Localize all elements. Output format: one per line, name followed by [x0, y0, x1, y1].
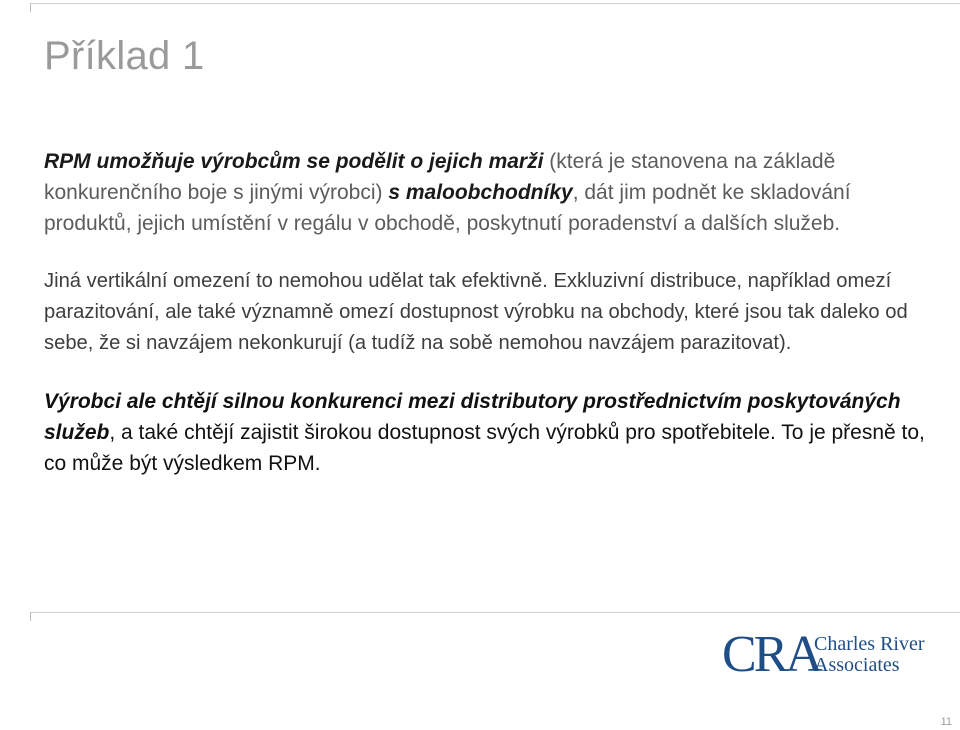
cra-logo [722, 628, 958, 682]
top-divider [30, 3, 960, 4]
paragraph-1-emphasis-2: s maloobchodníky [388, 181, 573, 204]
slide-body [44, 146, 934, 479]
cra-logo-mark: CRA [722, 626, 820, 683]
paragraph-1-text-1: (která je stanovena na základě konkurenčního boje s jinými výrobci) [44, 150, 836, 204]
cra-logo-name [814, 634, 925, 676]
paragraph-1-text-2: , dát jim podnět ke skladování produktů, jejich umístění v regálu v obchodě, poskytnutí poradenství a dalších služeb. [44, 181, 851, 235]
paragraph-3-text-1: , a také chtějí zajistit širokou dostupnost svých výrobků pro spotřebitele. To je přesně to, co může být výsledkem RPM. [44, 421, 925, 475]
paragraph-1-emphasis-1: RPM umožňuje výrobcům se podělit o jejich marži [44, 150, 544, 173]
top-divider-tick [30, 3, 31, 12]
paragraph-manufacturers [44, 386, 934, 479]
paragraph-rpm-margin [44, 146, 934, 239]
bottom-divider-tick [30, 612, 31, 621]
paragraph-3-emphasis-1: Výrobci ale chtějí silnou konkurenci mezi distributory prostřednictvím poskytováných služeb [44, 390, 901, 444]
cra-logo-line-2: Associates [814, 654, 900, 676]
page-number: 11 [940, 716, 952, 728]
bottom-divider [30, 612, 960, 613]
cra-logo-line-1: Charles River [814, 633, 925, 655]
slide-title: Příklad 1 [44, 34, 205, 78]
paragraph-vertical-restraints: Jiná vertikální omezení to nemohou udělat tak efektivně. Exkluzivní distribuce, například omezí parazitování, ale také významně omezí dostupnost výrobku na obchody, které jsou tak daleko od sebe, že si navzájem nekonkurují (a tudíž na sobě nemohou navzájem parazitovat). [44, 270, 908, 354]
